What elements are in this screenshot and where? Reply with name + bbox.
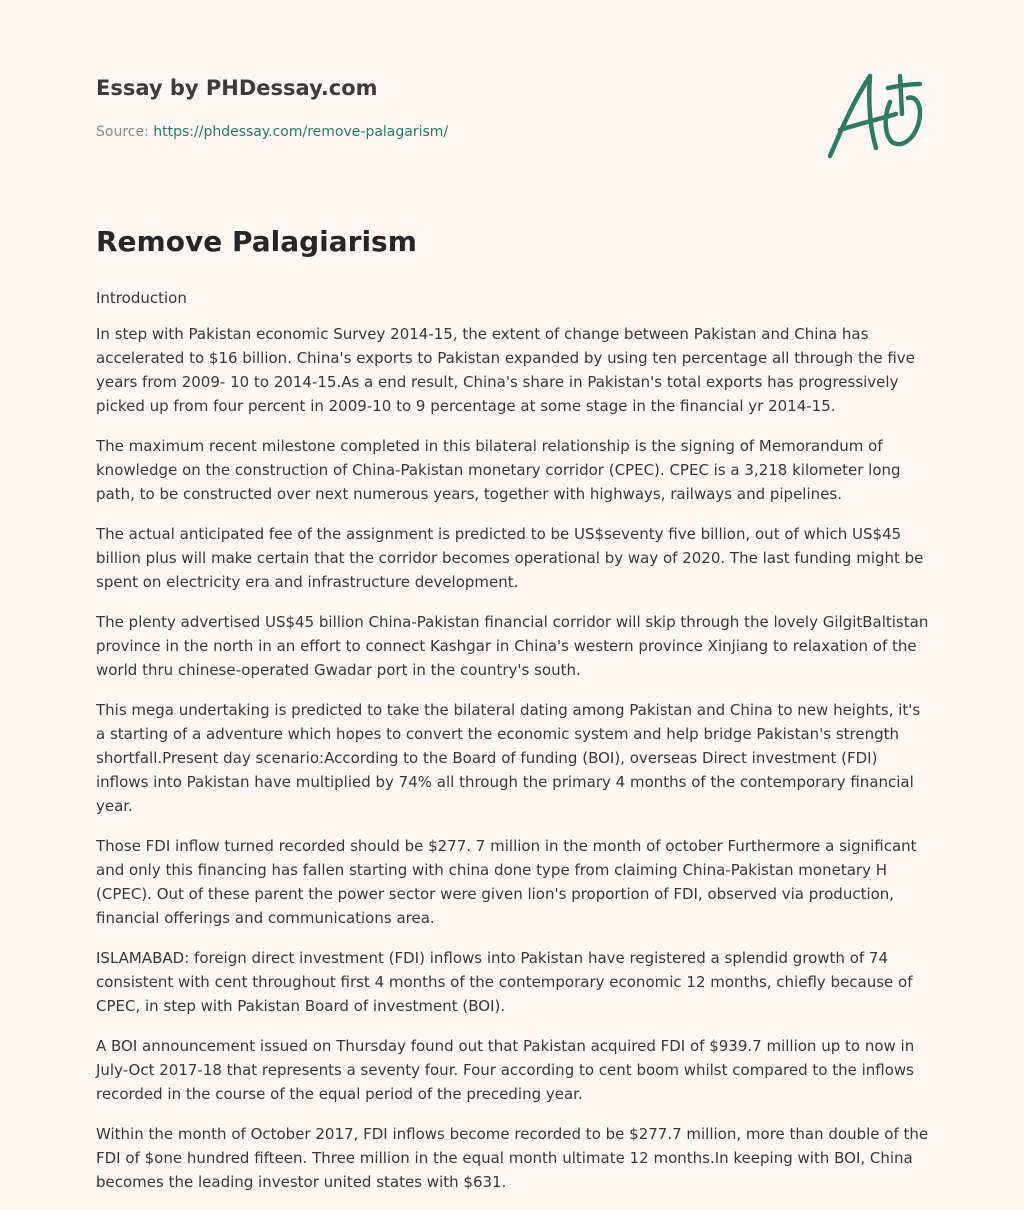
essay-title: Remove Palagiarism <box>96 225 417 258</box>
paragraph: The plenty advertised US$45 billion China-Pakistan financial corridor will skip through the lovely GilgitBaltistan province in the north in an effort to connect Kashgar in China's western province Xinjiang to relaxation of the world thru chinese-operated Gwadar port in the country's south. <box>96 613 929 679</box>
a-plus-logo-icon <box>824 68 928 164</box>
paragraph: ISLAMABAD: foreign direct investment (FDI) inflows into Pakistan have registered a splendid growth of 74 consistent with cent throughout first 4 months of the contemporary economic 12 months, chiefly because of CPEC, in step with Pakistan Board of investment (BOI). <box>96 949 913 1015</box>
site-brand: Essay by PHDessay.com <box>96 76 378 100</box>
paragraph: The maximum recent milestone completed in this bilateral relationship is the signing of Memorandum of knowledge on the construction of China-Pakistan monetary corridor (CPEC). CPEC is a 3,218 kilometer long path, to be constructed over next numerous years, together with highways, railways and pipelines. <box>96 437 901 503</box>
paragraph: This mega undertaking is predicted to take the bilateral dating among Pakistan and China to new heights, it's a starting of a adventure which hopes to convert the economic system and help bridge Pakistan's strength shortfall.Present day scenario:According to the Board of funding (BOI), overseas Direct investment (FDI) inflows into Pakistan have multiplied by 74% all through the primary 4 months of the contemporary financial year. <box>96 701 921 815</box>
page-header <box>96 76 936 176</box>
paragraph: In step with Pakistan economic Survey 2014-15, the extent of change between Pakistan and China has accelerated to $16 billion. China's exports to Pakistan expanded by using ten percentage all through the five years from 2009- 10 to 2014-15.As a end result, China's share in Pakistan's total exports has progressively picked up from four percent in 2009-10 to 9 percentage at some stage in the financial yr 2014-15. <box>96 325 915 415</box>
paragraph-introduction: Introduction <box>96 289 187 307</box>
source-label: Source: <box>96 124 149 140</box>
paragraph: Within the month of October 2017, FDI inflows become recorded to be $277.7 million, more than double of the FDI of $one hundred fifteen. Three million in the equal month ultimate 12 months.In keeping with BOI, China becomes the leading investor united states with $631. <box>96 1125 929 1191</box>
paragraph: Those FDI inflow turned recorded should be $277. 7 million in the month of october Furthermore a significant and only this financing has fallen starting with china done type from claiming China-Pakistan monetary H (CPEC). Out of these parent the power sector were given lion's proportion of FDI, observed via production, financial offerings and communications area. <box>96 837 917 927</box>
paragraph: The actual anticipated fee of the assignment is predicted to be US$seventy five billion, out of which US$45 billion plus will make certain that the corridor becomes operational by way of 2020. The last funding might be spent on electricity era and infrastructure development. <box>96 525 924 591</box>
source-link[interactable]: https://phdessay.com/remove-palagarism/ <box>153 124 449 140</box>
paragraph: A BOI announcement issued on Thursday found out that Pakistan acquired FDI of $939.7 million up to now in July-Oct 2017-18 that represents a seventy four. Four according to cent boom whilst compared to the inflows recorded in the course of the equal period of the preceding year. <box>96 1037 915 1103</box>
source-line <box>96 124 448 140</box>
essay-body <box>96 286 932 1210</box>
